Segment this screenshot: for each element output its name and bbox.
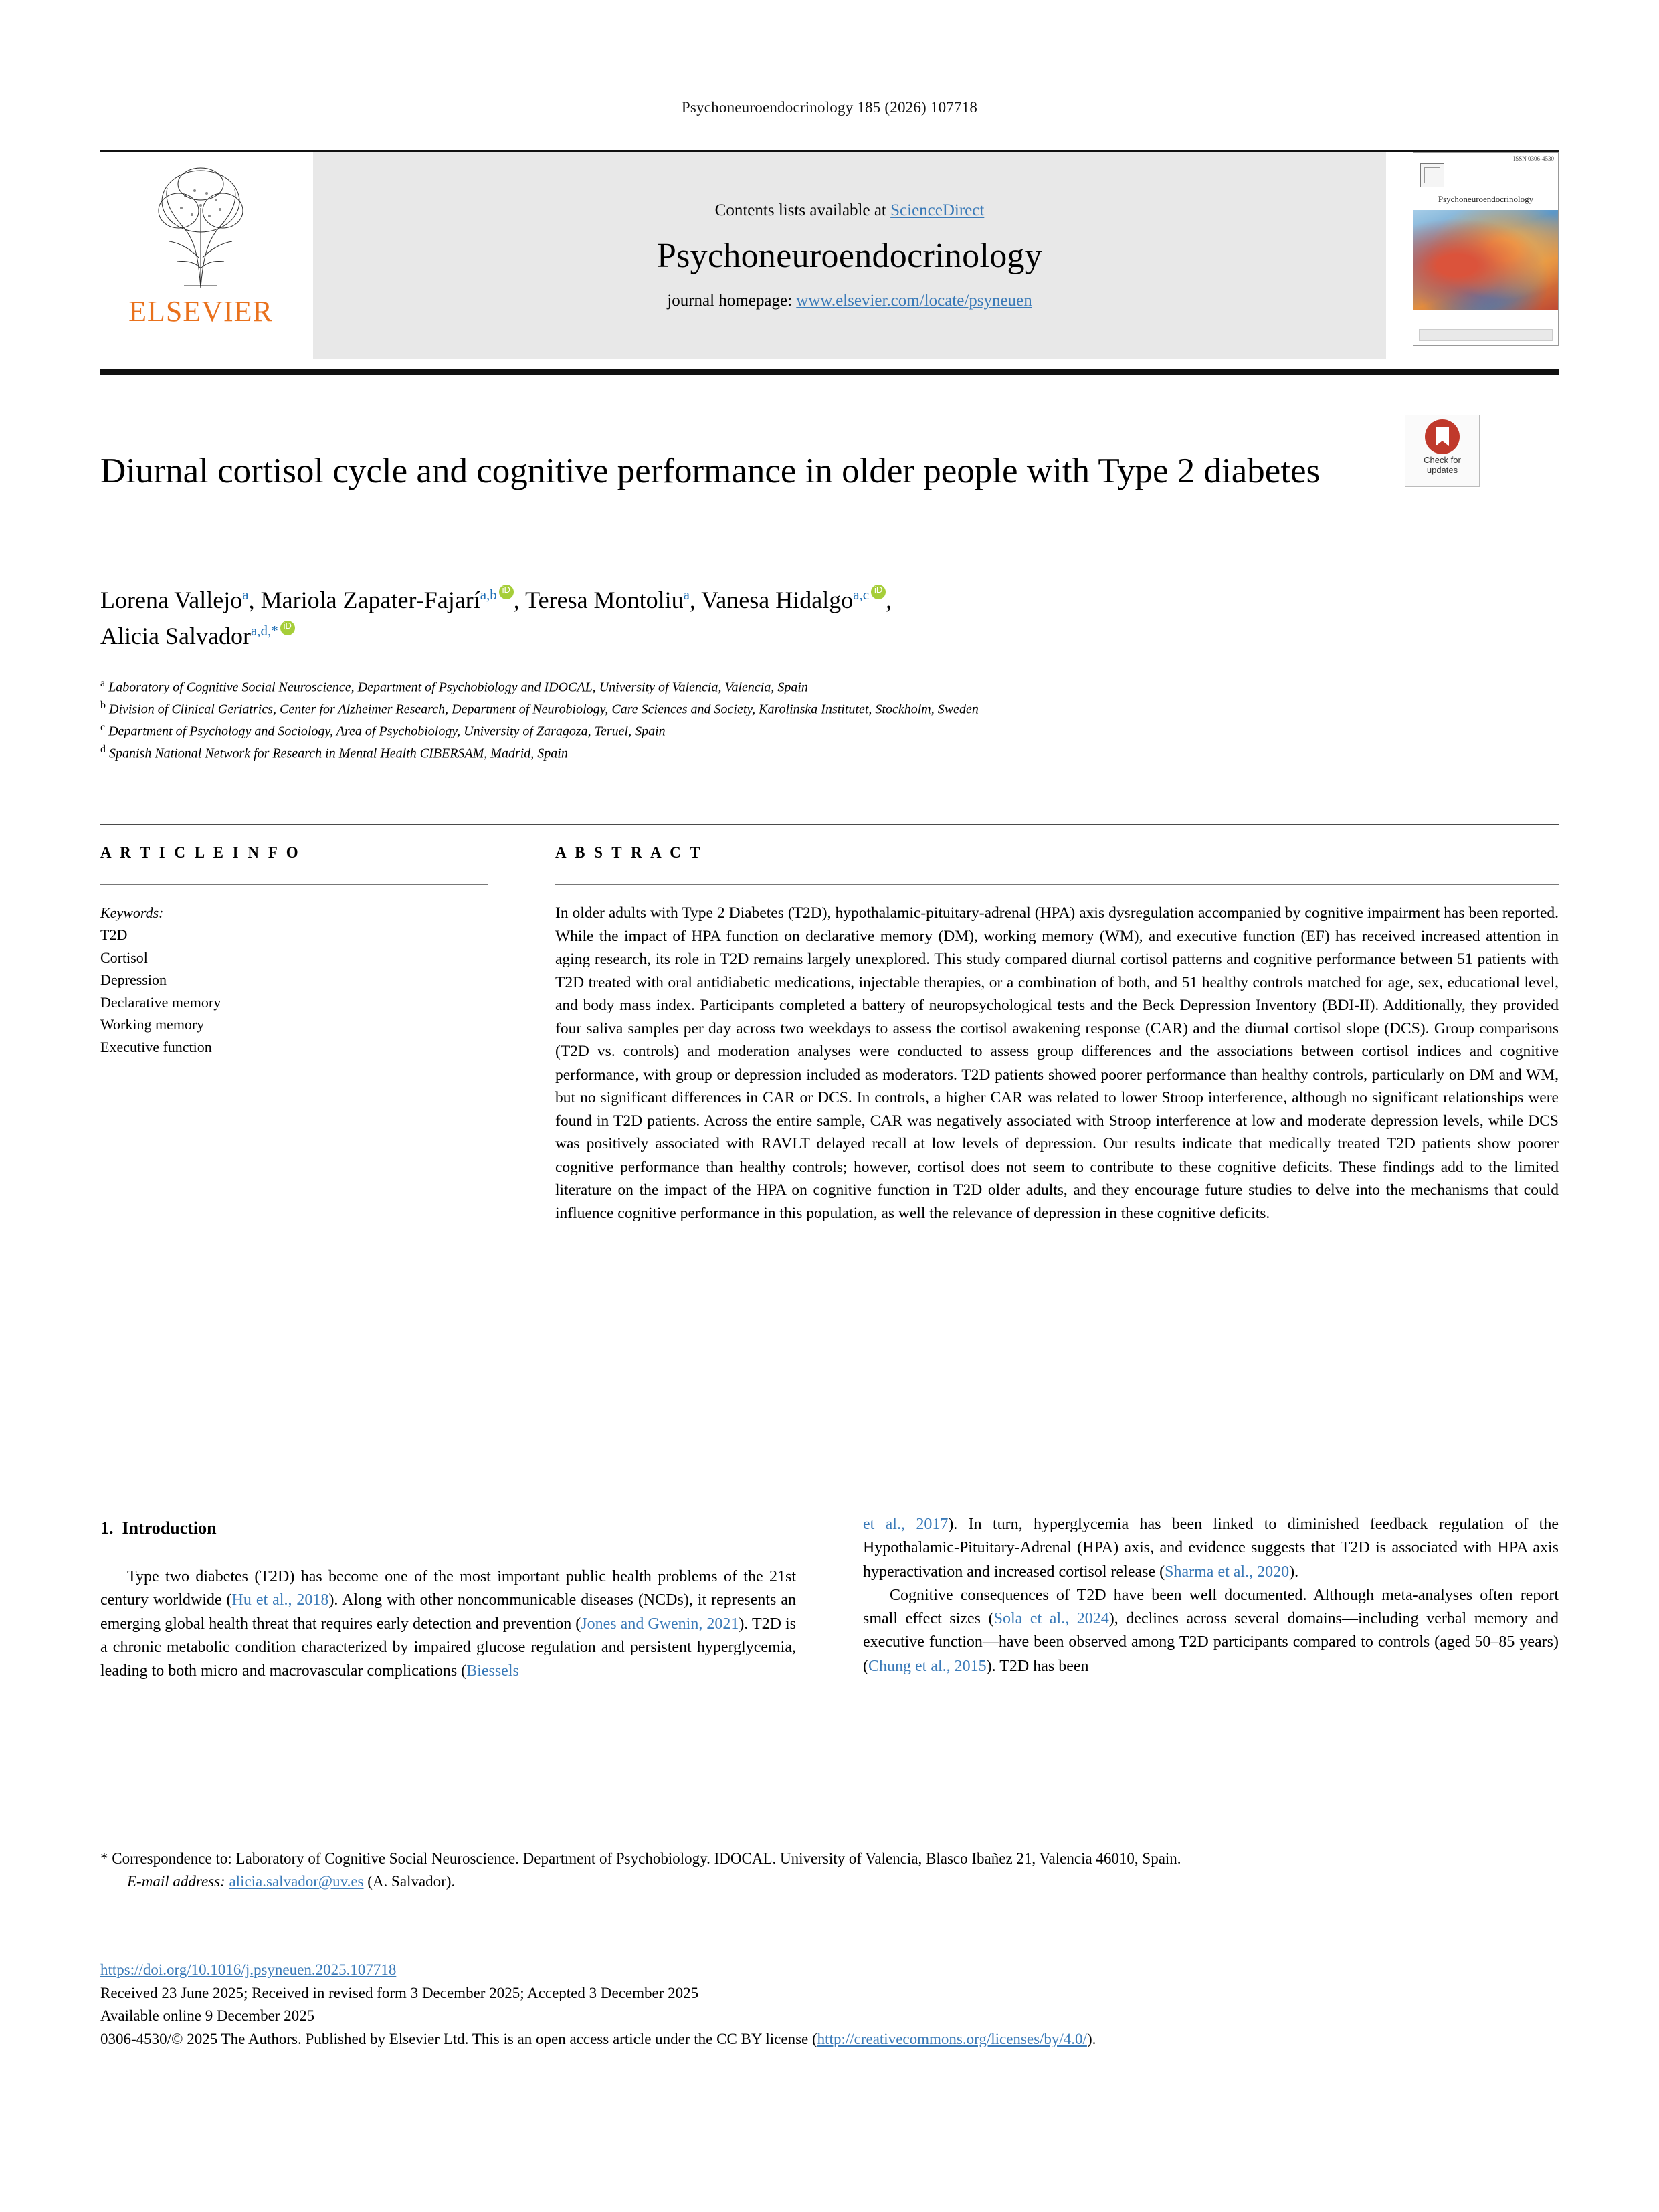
paragraph-text: ). Along with other noncommunicable diseases (NCDs), it represents an emerging global health threat that requires early detection and prevention ( [100, 1591, 796, 1633]
affiliation-mark: b [100, 700, 106, 712]
copyright-text: 0306-4530/© 2025 The Authors. Published by Elsevier Ltd. This is an open access article under the CC BY license ( [100, 2030, 817, 2047]
affiliation-text: Division of Clinical Geriatrics, Center for Alzheimer Research, Department of Neurobiology, Care Sciences and Society, Karolinska Institutet, Stockholm, Sweden [109, 702, 979, 717]
author-1-affil-mark: a [242, 587, 249, 603]
paragraph-text: ). T2D is a chronic metabolic condition characterized by impaired glucose regulation and persistent hyperglycemia, leading to both micro and macrovascular complications ( [100, 1615, 797, 1680]
abstract-rule [555, 884, 1559, 885]
check-updates-line1: Check for [1424, 455, 1461, 465]
check-for-updates-badge[interactable] [1405, 415, 1480, 487]
orcid-icon[interactable] [499, 585, 514, 599]
section-heading-introduction [100, 1518, 217, 1538]
affiliation-text: Laboratory of Cognitive Social Neuroscience, Department of Psychobiology and IDOCAL, University of Valencia, Valencia, Spain [108, 680, 808, 695]
paragraph [100, 1565, 796, 1683]
masthead-center [313, 152, 1386, 359]
keyword-item: Declarative memory [100, 993, 221, 1011]
author-4: , Vanesa Hidalgo [689, 587, 854, 613]
abstract-text: In older adults with Type 2 Diabetes (T2D), hypothalamic-pituitary-adrenal (HPA) axis dysregulation accompanied by cognitive impairment has been reported. While the impact of HPA function on declarative memory (DM), working memory (WM), and executive function (EF) has received increased attention in aging research, its role in T2D remains largely unexplored. This study compared diurnal cortisol patterns and cognitive performance between 51 patients with T2D treated with oral antidiabetic medications, injectable therapies, or a combination of both, and 51 healthy controls matched for age, sex, educational level, and body mass index. Participants completed a battery of neuropsychological tests and the Beck Depression Inventory (BDI-II). Additionally, they provided four saliva samples per day across two weekdays to assess the cortisol awakening response (CAR) and the diurnal cortisol slope (DCS). Group comparisons (T2D vs. controls) and moderation analyses were conducted to assess group differences and the associations between cortisol indices and cognitive performance, with group or depression included as moderators. T2D patients showed poorer performance than healthy controls, particularly on DM and WM, but no significant differences in CAR or DCS. In controls, a higher CAR was related to lower Stroop interference, although no significant relationships were found in T2D patients. Across the entire sample, CAR was negatively associated with Stroop interference at low and moderate depression levels, while DCS was positively associated with RAVLT delayed recall at low levels of depression. Our results indicate that medically treated T2D patients show poorer cognitive performance than healthy controls; however, cortisol does not seem to contribute to these cognitive deficits. These findings add to the limited literature on the impact of the HPA on cognitive function in T2D older adults, and they encourage future studies to delve into the mechanisms that could influence cognitive performance in this population, as well the relevance of depression in these cognitive deficits. [555, 904, 1559, 1222]
masthead-divider [100, 369, 1559, 375]
article-info-rule [100, 884, 488, 885]
affiliation-mark: c [100, 722, 106, 734]
author-1: Lorena Vallejo [100, 587, 243, 613]
doi-link[interactable]: https://doi.org/10.1016/j.psyneuen.2025.107718 [100, 1961, 397, 1978]
affiliation-item [100, 720, 1505, 742]
orcid-icon[interactable] [280, 621, 295, 635]
paragraph-text: ). In turn, hyperglycemia has been linked to diminished feedback regulation of the Hypothalamic-Pituitary-Adrenal (HPA) axis, and evidence suggests that T2D is associated with HPA axis hyperactivation and increased cortisol release ( [863, 1516, 1559, 1581]
section-number: 1. [100, 1518, 114, 1538]
author-5-affil-mark: a,d,* [250, 623, 278, 639]
citation-link[interactable]: Sola et al., 2024 [993, 1610, 1109, 1628]
keyword-item: T2D [100, 926, 128, 944]
journal-cover-block [1398, 152, 1559, 359]
paragraph-text: ). [1289, 1563, 1299, 1581]
available-online: Available online 9 December 2025 [100, 2007, 315, 2024]
elsevier-tree-icon [137, 161, 264, 292]
journal-title: Psychoneuroendocrinology [656, 236, 1043, 275]
keyword-item: Executive function [100, 1038, 212, 1055]
email-label: E-mail address: [127, 1872, 225, 1890]
received-dates: Received 23 June 2025; Received in revised form 3 December 2025; Accepted 3 December 2025 [100, 1984, 699, 2001]
cover-issn: ISSN 0306-4530 [1513, 155, 1554, 162]
citation-link[interactable]: Jones and Gwenin, 2021 [581, 1615, 739, 1633]
affiliations [100, 676, 1505, 764]
elsevier-logo-block [100, 152, 301, 359]
crossmark-icon [1425, 419, 1460, 454]
homepage-prefix: journal homepage: [667, 291, 797, 310]
paragraph [863, 1584, 1559, 1678]
author-list [100, 582, 1425, 654]
keywords-label: Keywords: [100, 904, 164, 921]
affiliation-item [100, 742, 1505, 764]
journal-masthead [100, 150, 1559, 359]
keywords-block [100, 902, 475, 1058]
author-5: Alicia Salvador [100, 623, 251, 649]
article-info-heading: A R T I C L E I N F O [100, 844, 301, 861]
citation-link[interactable]: Hu et al., 2018 [231, 1591, 329, 1609]
author-2: , Mariola Zapater-Fajarí [248, 587, 480, 613]
publication-meta [100, 1958, 1559, 2051]
paragraph-text: Cognitive consequences of T2D have been well documented. Although meta-analyses often report small effect sizes ( [863, 1586, 1559, 1628]
author-3: , Teresa Montoliu [513, 587, 684, 613]
page-title: Diurnal cortisol cycle and cognitive performance in older people with Type 2 diabetes [100, 451, 1321, 490]
affiliation-text: Department of Psychology and Sociology, Area of Psychobiology, University of Zaragoza, Teruel, Spain [108, 724, 666, 739]
copyright-suffix: ). [1086, 2030, 1096, 2047]
article-info-top-rule [100, 824, 1559, 825]
authors-line1-tail: , [886, 587, 892, 613]
cover-logo-icon [1420, 163, 1444, 187]
keyword-item: Cortisol [100, 948, 148, 966]
paragraph-text: Type two diabetes (T2D) has become one of the most important public health problems of the 21st century worldwide ( [100, 1568, 796, 1609]
paragraph [863, 1513, 1559, 1584]
citation-link[interactable]: Biessels [466, 1662, 519, 1680]
orcid-icon[interactable] [871, 585, 886, 599]
email-link[interactable]: alicia.salvador@uv.es [229, 1872, 364, 1890]
license-link[interactable]: http://creativecommons.org/licenses/by/4.0/ [817, 2030, 1087, 2047]
check-updates-line2: updates [1426, 464, 1458, 475]
body-column-right [863, 1513, 1559, 1678]
citation-link[interactable]: Chung et al., 2015 [868, 1657, 987, 1675]
affiliation-text: Spanish National Network for Research in Mental Health CIBERSAM, Madrid, Spain [109, 746, 568, 761]
cover-artwork [1413, 210, 1558, 310]
correspondence-note: * Correspondence to: Laboratory of Cognitive Social Neuroscience. Department of Psychobiology. IDOCAL. University of Valencia, Blasco Ibañez 21, Valencia 46010, Spain. [100, 1850, 1181, 1867]
keyword-item: Working memory [100, 1016, 205, 1033]
homepage-line [667, 292, 1032, 310]
cover-footer-bar [1419, 329, 1553, 341]
contents-prefix: Contents lists available at [714, 201, 891, 219]
copyright-line [100, 2028, 1559, 2051]
body-column-left [100, 1565, 796, 1683]
affiliation-item [100, 698, 1505, 720]
paragraph-text: ). T2D has been [986, 1657, 1089, 1675]
affiliation-mark: a [100, 678, 106, 689]
sciencedirect-link[interactable]: ScienceDirect [890, 201, 985, 219]
journal-homepage-link[interactable]: www.elsevier.com/locate/psyneuen [796, 291, 1032, 310]
contents-line [715, 201, 985, 220]
cover-journal-name: Psychoneuroendocrinology [1438, 194, 1534, 204]
running-head: Psychoneuroendocrinology 185 (2026) 107718 [681, 99, 978, 116]
elsevier-wordmark: ELSEVIER [128, 295, 273, 328]
author-2-affil-mark: a,b [480, 587, 497, 603]
citation-link[interactable]: Sharma et al., 2020 [1165, 1563, 1290, 1581]
email-note [100, 1870, 1559, 1893]
affiliation-item [100, 676, 1505, 698]
paragraph-text: ), declines across several domains—including verbal memory and executive function—have been observed among T2D participants compared to controls (aged 50–85 years) ( [863, 1610, 1559, 1675]
author-3-affil-mark: a [683, 587, 690, 603]
author-4-affil-mark: a,c [853, 587, 870, 603]
journal-cover-thumbnail [1413, 152, 1559, 346]
email-suffix: (A. Salvador). [367, 1872, 456, 1890]
citation-link[interactable]: et al., 2017 [863, 1516, 949, 1533]
affiliation-mark: d [100, 744, 106, 756]
keyword-item: Depression [100, 971, 167, 989]
abstract-heading: A B S T R A C T [555, 844, 703, 861]
section-title: Introduction [122, 1518, 217, 1538]
footnote-block [100, 1847, 1559, 1893]
